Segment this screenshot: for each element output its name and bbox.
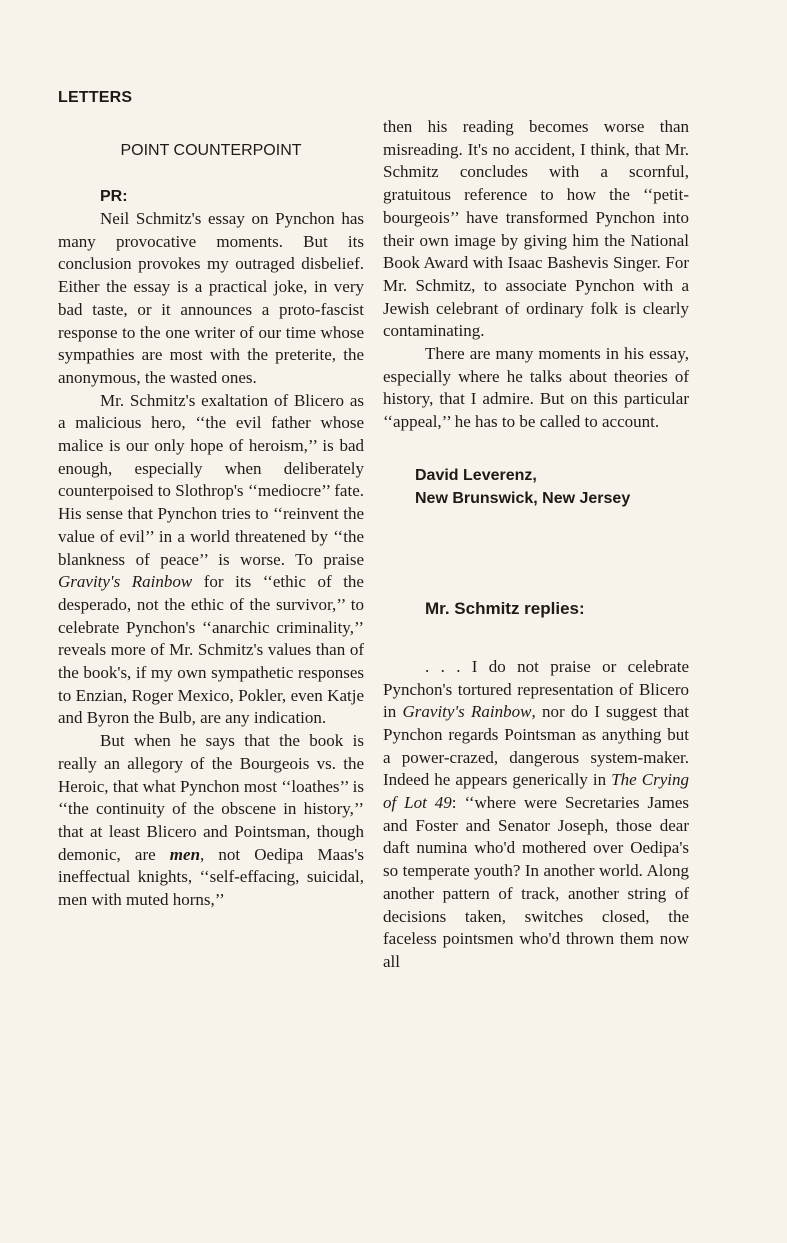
signature-name: David Leverenz, [415,466,537,484]
text-run: : ‘‘where were Secretaries James and Foster and Senator Joseph, those dear daft numina who'd mothered over Oedipa's so temperate youth? In another world. Along another pattern of track, another string of decisions taken, switches closed, the faceless pointsmen who'd thrown them now all [383,793,689,971]
text-run: then his reading becomes worse than misreading. It's no accident, I think, that Mr. Schmitz concludes with a scornful, gratuitous reference to how the ‘‘petit-bourgeois’’ have transformed Pynchon into their own image by giving him the National Book Award with Isaac Bashevis Singer. For Mr. Schmitz, to associate Pynchon with a Jewish celebrant of ordinary folk is clearly contaminating. [383,117,689,341]
left-column [58,116,364,912]
letter-paragraph [383,343,689,434]
text-run: Neil Schmitz's essay on Pynchon has many provocative moments. But its conclusion provokes my outraged disbelief. Either the essay is a practical joke, in very bad taste, or it announces a proto-fascist response to the one writer of our time whose sympathies are most with the preterite, the anonymous, the wasted ones. [58,209,364,387]
reply-paragraph [383,656,689,974]
letter-paragraph-continued [383,116,689,343]
italic-text: The Crying of Lot 49 [383,770,689,813]
text-run: , not Oedipa Maas's ineffectual knights, ‘‘self-effacing, suicidal, men with muted horns,’’ [58,844,364,910]
letter-paragraph [58,390,364,731]
italic-text: Gravity's Rainbow [58,572,193,592]
signature-block [415,464,689,510]
letter-paragraph [58,730,364,912]
text-run: for its ‘‘ethic of the desperado, not the ethic of the survivor,’’ to celebrate Pynchon's ‘‘anarchic criminality,’’ reveals more of Mr. Schmitz's values than of the book's, if my own sympathetic responses to Enzian, Roger Mexico, Pokler, even Katje and Byron the Bulb, are any indication. [58,572,364,728]
text-run: . . . I do not praise or celebrate Pynchon's tortured representation of Blicero in [383,656,689,722]
letter-title: POINT COUNTERPOINT [120,142,302,159]
text-run: , nor do I suggest that Pynchon regards Pointsman as anything but a power-crazed, dangerous system-maker. Indeed he appears generically in [383,702,689,790]
text-run: But when he says that the book is really an allegory of the Bourgeois vs. the Heroic, that what Pynchon most ‘‘loathes’’ is ‘‘the continuity of the obscene in history,’’ that at least Blicero and Pointsman, though demonic, are [58,731,364,864]
section-label: LETTERS [58,89,133,106]
letter-body [58,208,364,912]
italic-text: men [169,844,201,864]
reply-heading: Mr. Schmitz replies: [425,598,585,618]
salutation: PR: [100,188,128,205]
right-column [383,116,689,974]
reply-body [383,656,689,974]
letter-body-continued [383,116,689,434]
letter-paragraph [58,208,364,390]
signature-place: New Brunswick, New Jersey [415,489,631,507]
italic-text: Gravity's Rainbow [402,702,532,722]
text-run: Mr. Schmitz's exaltation of Blicero as a malicious hero, ‘‘the evil father whose malice is our only hope of heroism,’’ is bad enough, especially when deliberately counterpoised to Slothrop's ‘‘mediocre’’ fate. His sense that Pynchon tries to ‘‘reinvent the value of evil’’ in a world threatened by ‘‘the blankness of peace’’ is worse. To praise [58,390,364,569]
text-run: There are many moments in his essay, especially where he talks about theories of history, that I admire. But on this particular ‘‘appeal,’’ he has to be called to account. [383,344,689,432]
